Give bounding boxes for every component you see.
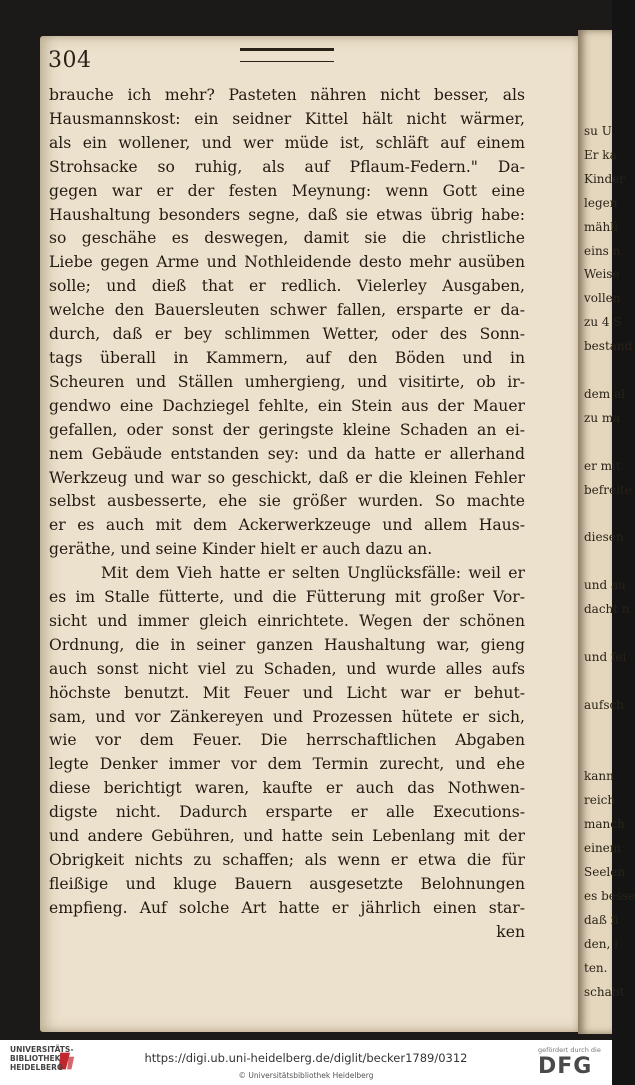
text-line: Mit dem Vieh hatte er selten Unglücksfälle: weil er [101,564,525,583]
facing-page-fragment: den, i [584,936,618,951]
facing-page-fragment: schabt [584,984,625,999]
facing-page-fragment: reich [584,793,616,808]
facing-page-fragment: vollen [584,291,621,306]
text-line: fleißige und kluge Bauern ausgesetzte Belohnungen [49,874,525,893]
text-line: Hausmannskost: ein seidner Kittel hält nicht wärmer, [49,109,525,128]
text-line: digste nicht. Dadurch ersparte er alle Executions- [49,803,525,822]
text-line: sicht und immer gleich einrichtete. Wegen der schönen [49,611,525,630]
permalink-url[interactable]: https://digi.ub.uni-heidelberg.de/diglit/becker1789/0312 [144,1051,468,1065]
facing-page-fragment: kann [584,769,614,784]
facing-page-fragment: Seelen [584,865,626,880]
facing-page-fragment [584,670,635,694]
facing-page-fragment: Weise [584,267,620,282]
text-line: Strohsacke so ruhig, als auf Pflaum-Federn." Da- [49,157,525,176]
text-line: höchste benutzt. Mit Feuer und Licht war er behut- [49,683,525,702]
facing-page-fragment [584,742,635,766]
facing-page-fragment: er mit [584,458,621,473]
facing-page-fragment: bestand [584,339,633,354]
text-line: empfieng. Auf solche Art hatte er jährlich einen star- [49,898,525,917]
facing-page-fragment: befreite [584,482,632,497]
text-line: sam, und vor Zänkereyen und Prozessen hütete er sich, [49,707,525,726]
facing-page-fragment [584,431,635,455]
text-line: auch sonst nicht viel zu Schaden, und wurde alles aufs [49,659,525,678]
text-line: welche den Bauersleuten schwer fallen, ersparte er da- [49,301,525,320]
facing-page-fragment: dacht n [584,602,630,617]
text-line: Scheuren und Ställen umhergieng, und visitirte, ob ir- [49,372,525,391]
facing-page-fragment [584,718,635,742]
facing-page-fragment: daß fi [584,912,619,927]
facing-page-fragment: manch [584,817,625,832]
page-body-text [49,84,525,945]
facing-page-fragment: zu 4 S [584,315,622,330]
text-line: diese berichtigt waren, kaufte er auch das Nothwen- [49,779,525,798]
facing-page-fragment [584,622,635,646]
text-line: wie vor dem Feuer. Die herrschaftlichen Abgaben [49,731,525,750]
facing-page-fragment: aufsch [584,697,624,712]
facing-page-fragment: es besse [584,889,635,903]
text-line: tags überall in Kammern, auf den Böden und in [49,348,525,367]
text-line: Obrigkeit nichts zu schaffen; als wenn er etwa die für [49,851,525,869]
facing-page-fragment [584,550,635,574]
text-line: Haushaltung besonders segne, daß sie etwas übrig habe: [49,205,525,224]
facing-page-fragment: eins n [584,243,621,258]
text-line: es im Stalle fütterte, und die Fütterung mit großer Vor- [49,588,525,607]
facing-page-fragment: mähli [584,219,618,234]
header-rule-ornament [240,48,334,62]
text-line: legte Denker immer vor dem Termin zurecht, und ehe [49,755,525,774]
text-line: so geschähe es deswegen, damit sie die christliche [49,229,525,248]
facing-page-text [584,120,635,1005]
facing-page-fragment: Er ka [584,147,617,162]
copyright-notice: © Universitätsbibliothek Heidelberg [238,1071,374,1080]
facing-page-fragment: Kinder [584,171,626,186]
funding-note: gefördert durch die [538,1046,601,1054]
facing-page-fragment: und au [584,578,626,593]
text-line: Liebe gegen Arme und Nothleidende desto mehr ausüben [49,253,525,272]
text-line: nem Gebäude entstanden sey: und da hatte er allerhand [49,444,525,463]
text-line: er es auch mit dem Ackerwerkzeuge und allem Haus- [49,516,525,535]
facing-page-fragment: zu ma [584,410,621,425]
facing-page-fragment [584,359,635,383]
text-line: Werkzeug und war so geschickt, daß er die kleinen Fehler [49,468,525,487]
text-line: gendwo eine Dachziegel fehlte, ein Stein aus der Mauer [49,396,525,415]
text-line: Ordnung, die in seiner ganzen Haushaltung war, gieng [49,635,525,654]
facing-page-fragment: und fei [584,649,627,664]
text-line: und andere Gebühren, und hatte sein Lebenlang mit der [49,827,525,846]
page-number: 304 [48,48,92,73]
library-name: UNIVERSITÄTS-BIBLIOTHEK HEIDELBERG [10,1045,74,1072]
dfg-logo: DFG [538,1054,593,1079]
text-line: als ein wollener, und wer müde ist, schläft auf einem [49,133,525,152]
text-line: gefallen, oder sonst der geringste kleine Schaden an ei- [49,420,525,439]
catchword: ken [496,922,525,941]
facing-page-fragment: su U [584,124,612,138]
facing-page-edge [578,30,635,1034]
text-line: brauche ich mehr? Pasteten nähren nicht besser, als [49,86,525,104]
facing-page-fragment: diesen [584,530,624,545]
facing-page-fragment: legen [584,195,618,210]
text-line: selbst ausbesserte, ehe sie größer wurden. So machte [49,492,525,511]
text-line: gegen war er der festen Meynung: wenn Gott eine [49,181,525,200]
text-line: geräthe, und seine Kinder hielt er auch dazu an. [49,540,433,559]
facing-page-fragment: dem al [584,386,625,401]
facing-page-fragment: ten. [584,960,608,975]
facing-page-fragment: einem [584,841,622,856]
text-line: durch, daß er bey schlimmen Wetter, oder des Sonn- [49,325,525,344]
facing-page-fragment [584,503,635,527]
text-line: solle; und dieß that er redlich. Vielerley Ausgaben, [49,277,525,296]
